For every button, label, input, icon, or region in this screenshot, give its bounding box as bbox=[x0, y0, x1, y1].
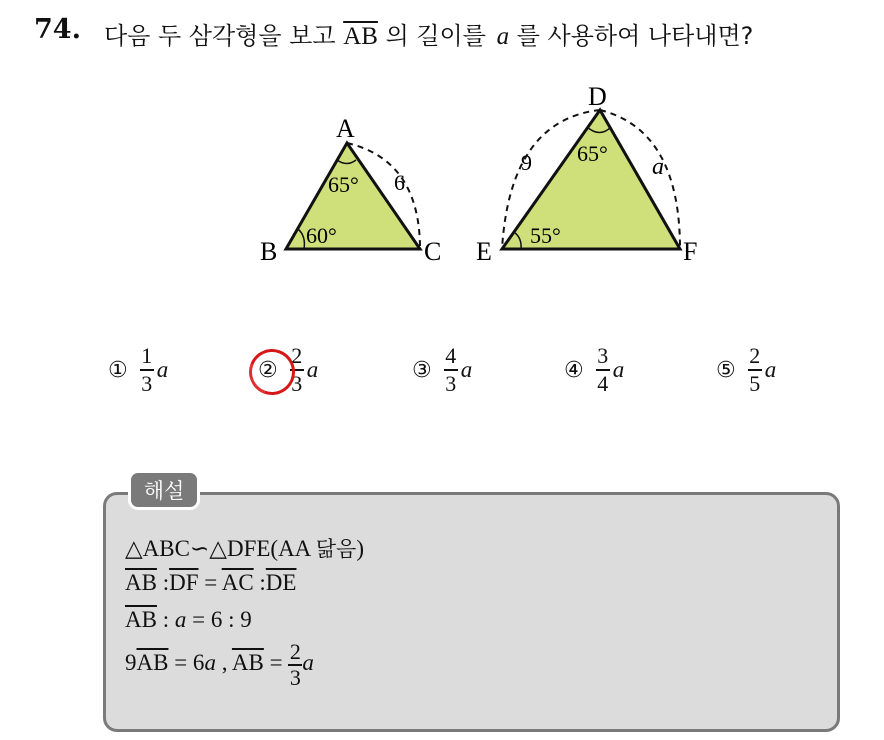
choice-4-number: ④ bbox=[564, 357, 584, 383]
side-df-label: a bbox=[652, 154, 664, 180]
denominator: 4 bbox=[597, 370, 609, 396]
result-fraction bbox=[288, 640, 302, 690]
angle-b-label: 60° bbox=[306, 223, 337, 248]
question-number: 74. bbox=[34, 14, 81, 45]
numerator: 2 bbox=[289, 639, 301, 664]
equals-six: = 6 bbox=[168, 650, 205, 676]
segment-ab: $\overline{AB}$ bbox=[343, 23, 378, 50]
choice-5-number: ⑤ bbox=[716, 357, 736, 383]
choice-2-var: a bbox=[306, 357, 319, 382]
denominator: 5 bbox=[749, 370, 761, 396]
similarity-korean: 닮음 bbox=[315, 537, 357, 561]
segment-df: $\overline{DF}$ bbox=[169, 570, 199, 595]
question-text-after: 를 사용하여 나타내면? bbox=[516, 22, 754, 50]
choice-5[interactable] bbox=[716, 340, 776, 400]
ratio-colon: : bbox=[253, 570, 266, 595]
numerator: 3 bbox=[597, 343, 609, 369]
denominator: 3 bbox=[291, 370, 303, 396]
choice-5-var: a bbox=[764, 357, 777, 382]
choice-3-fraction bbox=[444, 343, 458, 397]
question-text-before: 다음 두 삼각형을 보고 bbox=[104, 22, 336, 50]
segment-ac: $\overline{AC}$ bbox=[221, 570, 254, 595]
close-paren: ) bbox=[356, 536, 365, 561]
solution-tag: 해설 bbox=[128, 470, 200, 510]
triangle-abc-text: △ABC bbox=[125, 536, 190, 561]
coefficient: 9 bbox=[125, 650, 137, 676]
vertex-c: C bbox=[424, 237, 442, 266]
variable-a: a bbox=[174, 607, 187, 632]
numerator: 2 bbox=[291, 343, 303, 369]
segment-ab: $\overline{AB}$ bbox=[231, 650, 264, 676]
variable-a: a bbox=[204, 650, 216, 676]
segment-ab: $\overline{AB}$ bbox=[125, 607, 157, 632]
angle-e-label: 55° bbox=[530, 223, 561, 248]
triangle-dfe-text: △DFE(AA bbox=[209, 536, 311, 561]
denominator: 3 bbox=[289, 664, 301, 690]
solution-line-4 bbox=[125, 640, 314, 690]
ratio-colon: : bbox=[156, 607, 175, 632]
choice-2[interactable] bbox=[258, 340, 318, 400]
segment-ab: $\overline{AB}$ bbox=[136, 650, 169, 676]
denominator: 3 bbox=[445, 370, 457, 396]
vertex-f: F bbox=[683, 237, 698, 266]
equals: = bbox=[263, 650, 283, 676]
angle-d-label: 65° bbox=[577, 141, 608, 166]
numerator: 4 bbox=[445, 343, 457, 369]
choice-2-number bbox=[258, 358, 278, 383]
choice-3[interactable] bbox=[412, 340, 472, 400]
choice-2-number-text: ② bbox=[258, 357, 278, 383]
side-ac-label: 6 bbox=[394, 170, 405, 195]
solution-line-2 bbox=[125, 570, 296, 596]
numerator: 1 bbox=[141, 343, 153, 369]
solution-line-3 bbox=[125, 607, 252, 633]
choice-1-var: a bbox=[156, 357, 169, 382]
choice-4-fraction bbox=[596, 343, 610, 397]
ratio-colon: : bbox=[156, 570, 170, 595]
triangles-figure bbox=[0, 0, 884, 300]
choice-4-var: a bbox=[612, 357, 625, 382]
choice-3-number: ③ bbox=[412, 357, 432, 383]
variable-a: a bbox=[302, 650, 314, 676]
vertex-d: D bbox=[588, 82, 607, 111]
numerator: 2 bbox=[749, 343, 761, 369]
answer-choices bbox=[0, 340, 884, 410]
choice-3-var: a bbox=[460, 357, 473, 382]
question-text-middle: 의 길이를 bbox=[385, 22, 486, 50]
segment-de: $\overline{DE}$ bbox=[265, 570, 297, 595]
angle-a-label: 65° bbox=[328, 172, 359, 197]
solution-line-1 bbox=[125, 533, 364, 563]
choice-1[interactable] bbox=[108, 340, 168, 400]
ratio-values: = 6 : 9 bbox=[186, 607, 252, 632]
vertex-b: B bbox=[260, 237, 278, 266]
choice-1-number: ① bbox=[108, 357, 128, 383]
denominator: 3 bbox=[141, 370, 153, 396]
equals: = bbox=[198, 570, 222, 595]
vertex-e: E bbox=[476, 237, 492, 266]
side-de-label: 9 bbox=[521, 150, 532, 175]
segment-ab: $\overline{AB}$ bbox=[125, 570, 157, 595]
vertex-a: A bbox=[336, 114, 355, 143]
variable-a: a bbox=[496, 23, 510, 50]
choice-1-fraction bbox=[140, 343, 154, 397]
similar-symbol: ∽ bbox=[189, 536, 210, 561]
choice-5-fraction bbox=[748, 343, 762, 397]
comma: , bbox=[215, 650, 232, 676]
choice-4[interactable] bbox=[564, 340, 624, 400]
